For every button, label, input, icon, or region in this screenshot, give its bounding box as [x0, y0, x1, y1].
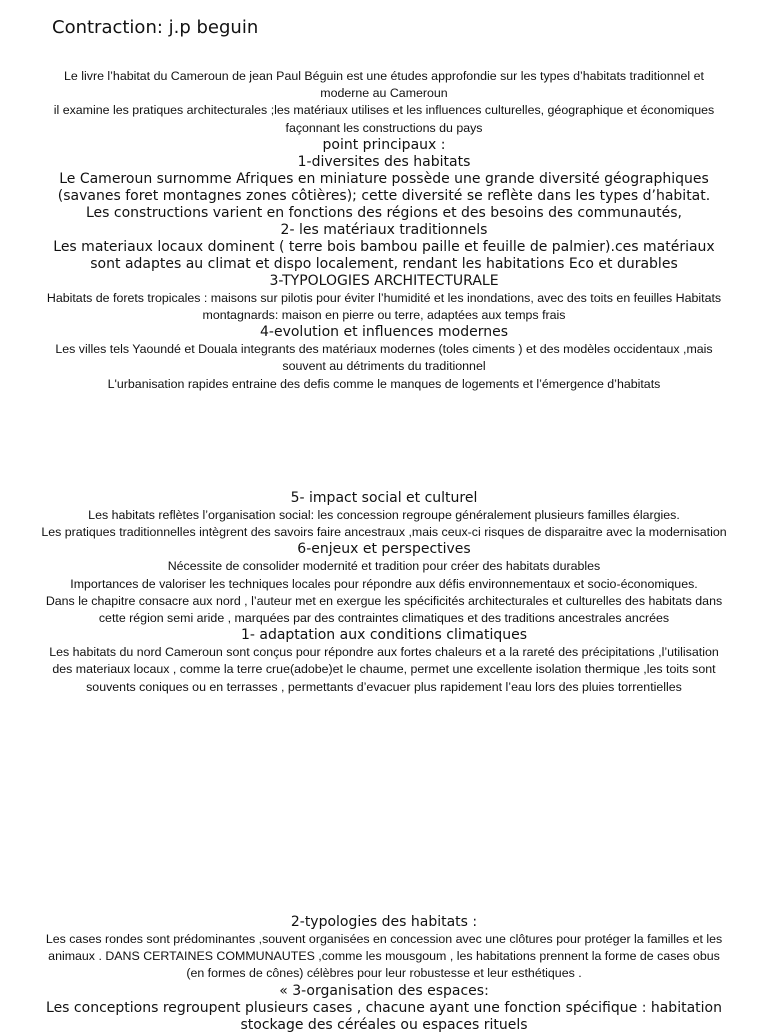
paragraph: Les habitats reflètes l’organisation social: les concession regroupe généralement plusieurs familles élargies. [88, 508, 680, 522]
paragraph: Les habitats du nord Cameroun sont conçus pour répondre aux fortes chaleurs et a la rareté des précipitations ,l’utilisation des materiaux locaux , comme la terre crue(adobe)et le chaume, permet une excellente isolation thermique ,les toits sont souvents coniques ou en terrasses , permettants d’evacuer plus rapidement l’eau lors des pluies torrentielles [49, 645, 719, 694]
document-title: Contraction: j.p beguin [52, 17, 259, 38]
paragraph: Le livre l’habitat du Cameroun de jean Paul Béguin est une études approfondie sur les types d’habitats traditionnel et moderne au Cameroun [64, 69, 704, 101]
paragraph: il examine les pratiques architecturales ;les matériaux utilises et les influences culturelles, géographique et économiques façonnant les constructions du pays [53, 103, 715, 135]
section-heading: 4-evolution et influences modernes [260, 324, 508, 341]
paragraph: Nécessite de consolider modernité et tradition pour créer des habitats durables [167, 559, 601, 574]
document-block-1 [40, 68, 728, 393]
section-heading: « 3-organisation des espaces: [279, 982, 489, 999]
paragraph: Dans le chapitre consacre aux nord , l’auteur met en exergue les spécificités architecturales et culturelles des habitats dans cette région semi aride , marquées par des contraintes climatiques et des traditions ancestrales ancrées [45, 593, 723, 626]
section-heading: 1-diversites des habitats [297, 153, 471, 170]
paragraph: L'urbanisation rapides entraine des defis comme le manques de logements et l’émergence d’habitats [107, 376, 661, 391]
paragraph: Les pratiques traditionnelles intègrent des savoirs faire ancestraux ,mais ceux-ci risques de disparaitre avec la modernisation [41, 525, 727, 540]
document-block-3 [40, 914, 728, 1034]
section-heading: 5- impact social et culturel [290, 490, 478, 506]
section-heading: 2- les matériaux traditionnels [280, 221, 488, 238]
section-heading: 1- adaptation aux conditions climatiques [240, 627, 528, 644]
document-block-2 [40, 490, 728, 696]
paragraph: Habitats de forets tropicales : maisons sur pilotis pour éviter l’humidité et les inondations, avec des toits en feuilles Habitats montagnards: maison en pierre ou terre, adaptées aux temps frais [46, 290, 722, 323]
section-heading: Les constructions varient en fonctions des régions et des besoins des communautés, [86, 204, 682, 221]
paragraph: Les cases rondes sont prédominantes ,souvent organisées en concession avec une clôtures pour protéger la familles et les animaux . DANS CERTAINES COMMUNAUTES ,comme les mousgoum , les habitations prennent la forme de cases obus (en formes de cônes) célèbres pour leur robustesse et leur esthétiques . [45, 932, 723, 981]
section-heading: Les materiaux locaux dominent ( terre bois bambou paille et feuille de palmier).ces matériaux sont adaptes au climat et dispo localement, rendant les habitations Eco et durables [53, 238, 715, 272]
section-heading: 6-enjeux et perspectives [297, 541, 471, 558]
section-heading: 2-typologies des habitats : [290, 914, 478, 930]
section-heading: point principaux : [322, 136, 446, 153]
paragraph: Importances de valoriser les techniques locales pour répondre aux défis environnementaux et socio-économiques. [70, 576, 698, 591]
section-heading: Les conceptions regroupent plusieurs cases , chacune ayant une fonction spécifique : habitation stockage des céréales ou espaces rituels [46, 999, 722, 1033]
paragraph: Les villes tels Yaoundé et Douala integrants des matériaux modernes (toles ciments ) et des modèles occidentaux ,mais souvent au détriments du traditionnel [55, 342, 713, 374]
section-heading: 3-TYPOLOGIES ARCHITECTURALE [269, 272, 499, 289]
section-heading: Le Cameroun surnomme Afriques en miniature possède une grande diversité géographiques (savanes foret montagnes zones côtières); cette diversité se reflète dans les types d’habitat. [57, 170, 711, 204]
